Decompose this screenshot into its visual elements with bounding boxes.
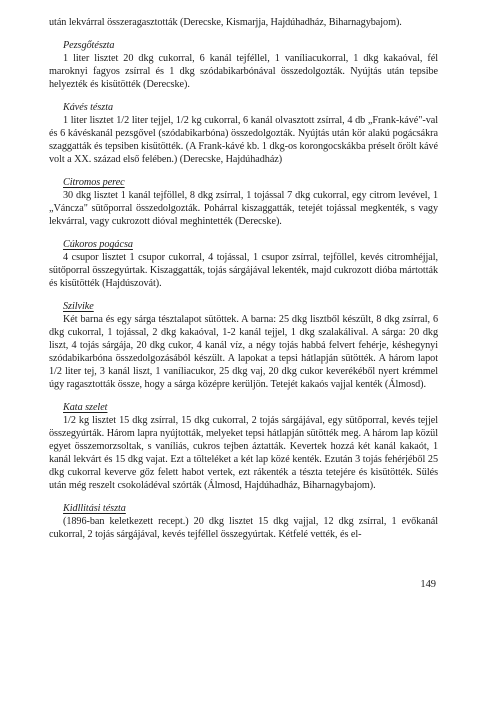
recipe-title: Citromos perec [63,177,125,188]
intro-paragraph: után lekvárral összeragasztották (Derecske, Kismarjja, Hajdúhadház, Biharnagybajom). [49,17,402,28]
recipe-title: Kávés tészta [63,102,114,113]
recipe-cukoros-pogacsa [49,238,438,290]
recipe-body: 4 csupor lisztet 1 csupor cukorral, 4 tojással, 1 csupor zsírral, tejföllel, kevés citromhéjjal, sütőporral összegyúrtak. Kiszaggatták, tojás sárgájával lekenték, majd cukrozott dióba mártották és kisütötték (Hajdúszovát). [49,252,438,289]
recipe-pezsgoteszta [49,39,438,91]
recipe-title: Cúkoros pogácsa [63,239,133,250]
recipe-kiallitasi-teszta [49,502,438,541]
recipe-body: 1 liter lisztet 20 dkg cukorral, 6 kanál tejféllel, 1 vaníliacukorral, 1 dkg kakaóval, fél maroknyi fagyos zsírral és 1 dkg szódabikarbónával összedolgozták. Nyújtás után tepsibe helyezték és kisütötték (Derecske). [49,53,438,90]
recipe-title: Szilvike [63,301,94,312]
recipe-body: (1896-ban keletkezett recept.) 20 dkg lisztet 15 dkg vajjal, 12 dkg zsírral, 1 evőkanál cukorral, 2 tojás sárgájával, kevés tejféllel összegyúrtak. Kétfelé vették, és el- [49,516,438,540]
recipe-koves-teszta [49,101,438,166]
recipe-title: Pezsgőtészta [63,40,115,51]
recipe-body: 1 liter lisztet 1/2 liter tejjel, 1/2 kg cukorral, 6 kanál olvasztott zsírral, 4 db „Frank-kávé"-val és 6 kávéskanál pezsgővel (szódabikarbóna) összedolgozták. Nyújtás után kör alakú pogácsákra szaggatták és tepsiben kisütötték. (A Frank-kávé kb. 1 dkg-os korongocskákba préselt őrölt kávé volt a XX. század első felében.) (Derecske, Hajdúhadház) [49,115,438,165]
recipe-kata-szelet [49,401,438,492]
recipe-body: 1/2 kg lisztet 15 dkg zsírral, 15 dkg cukorral, 2 tojás sárgájával, egy sütőporral, kevés tejjel összegyúrták. Három lapra nyújtották, melyeket tepsi hátlapján sütötték meg. A három lap közül egyet összemorzsoltak, s vaníliás, cukros tejben áztatták. Kevertek hozzá két kanál kakaót, 1 kanál lekvárt és 15 dkg vajat. Ezt a tölteléket a két lap közé kenték. Ezután 3 tojás fehérjéből 25 dkg cukorral keverve gőz felett habot vertek, ezt rákenték a tészta tetejére és kisütötték. Sülés után még reszelt csokoládéval szórták (Álmosd, Hajdúhadház, Biharnagybajom). [49,415,438,491]
recipe-title: Kidllitási tészta [63,503,126,514]
page-number: 149 [420,579,436,590]
recipe-szilvike [49,300,438,391]
recipe-body: 30 dkg lisztet 1 kanál tejföllel, 8 dkg zsírral, 1 tojással 7 dkg cukorral, egy citrom levével, 1 „Váncza" sütőporral összedolgozták. Pohárral kiszaggatták, tetejét tojással megkenték, s vagy lekvárral, vagy cukrozott dióval meghintették (Derecske). [49,190,438,227]
recipe-title: Kata szelet [63,402,108,413]
recipe-citromos-perec [49,176,438,228]
recipe-body: Két barna és egy sárga tésztalapot sütöttek. A barna: 25 dkg lisztből készült, 8 dkg zsírral, 6 dkg cukorral, 1 tojással, 2 dkg kakaóval, 1-2 kanál tejjel, 1 dkg szalakálival. A sárga: 20 dkg liszt, 4 tojás sárgája, 20 dkg cukor, 4 kanál víz, a négy tojás habbá felvert fehérje, késhegynyi szódabikarbóna összedolgozásából készült. A lapokat a tepsi hátlapján sütötték. A három lapot 1/2 liter tej, 3 kanál liszt, 1 vaníliacukor, 25 dkg vaj, 20 dkg cukor keverékéből nyert krémmel úgy ragasztották össze, hogy a sárga középre kerüljön. Tetejét kakaós vajjal kenték (Álmosd). [49,314,438,390]
